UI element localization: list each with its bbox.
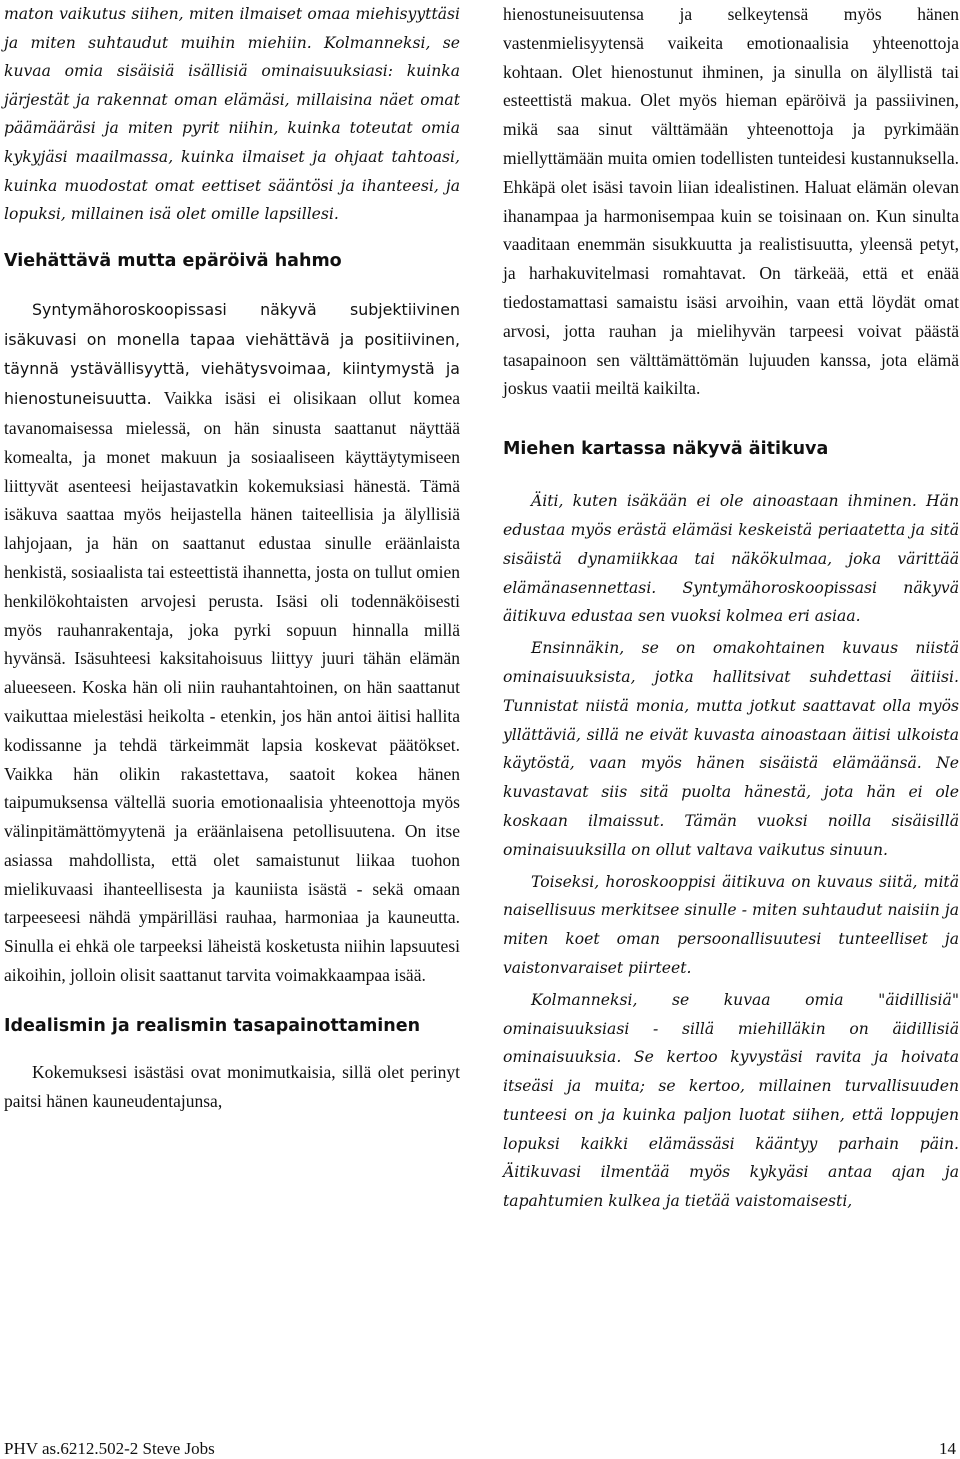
- paragraph-father-image: [4, 295, 460, 990]
- heading-attractive-hesitant-figure: Viehättävä mutta epäröivä hahmo: [4, 250, 342, 271]
- paragraph-father-image-lead: Syntymähoroskoopissasi näkyvä subjektiivinen isäkuvasi on monella tapaa viehättävä ja positiivinen, täynnä ystävällisyyttä, viehätysvoimaa, kiintymystä ja hienostuneisuutta.: [4, 299, 460, 409]
- paragraph-father-image-rest: Vaikka isäsi ei olisikaan ollut komea tavanomaisessa mielessä, on hän sinusta saattanut näyttää komealta, ja monet makuun ja sosiaaliseen käyttäytymiseen liittyvät asenteesi heijastavatkin kokemuksiasi hänestä. Tämä isäkuva saattaa myös heijastella hänen taiteellisia ja älyllisiä lahjojaan, ja hän on saattanut edustaa sinulle eräänlaista henkistä, sosiaalista tai esteettistä ihannetta, josta on tullut omien henkilökohtaisten arvojesi perusta. Isäsi oli todennäköisesti myös rauhanrakentaja, joka pyrki sopuun hinnalla millä hyvänsä. Isäsuhteesi kaksitahoisuus liittyy juuri tähän elämän alueeseen. Koska hän oli niin rauhantahtoinen, on hän saattanut vaikuttaa mielestäsi heikolta - etenkin, jos hän antoi äitisi hallita kodissanne ja tehdä tärkeimmät lapsia koskevat päätökset. Vaikka hän olikin rakastettava, saatoit kokea hänen taipumuksensa vältellä suoria emotionaalisia yhteenottoja myös välinpitämättömyytenä ja eräänlaisena petollisuutena. On itse asiassa mahdollista, että olet samaistunut liikaa tuohon mielikuvaasi ihanteellisesta ja kauniista isästä - sekä omaan tarpeeseesi nähdä ympärilläsi rauhaa, harmoniaa ja kauneutta. Sinulla ei ehkä ole tarpeeksi läheistä kosketusta niihin lapsuutesi aikoihin, jolloin olisit saattanut tarvita voimakkaampaa isää.: [4, 388, 460, 986]
- footer-document-id: PHV as.6212.502-2 Steve Jobs: [4, 1439, 215, 1458]
- paragraph-mother-intro: Äiti, kuten isäkään ei ole ainoastaan ihminen. Hän edustaa myös erästä elämäsi keskeistä periaatetta ja sitä sisäistä dynamiikkaa tai näkökulmaa, joka värittää elämänasennettasi. Syntymähoroskoopissasi näkyvä äitikuva edustaa sen vuoksi kolmea eri asiaa.: [503, 492, 959, 626]
- heading-mother-image: Miehen kartassa näkyvä äitikuva: [503, 439, 829, 460]
- paragraph-mother-third: Kolmanneksi, se kuvaa omia "äidillisiä" ominaisuuksiasi - sillä miehilläkin on äidillisiä ominaisuuksia. Se kertoo kyvystäsi ravita ja hoivata itseäsi ja muita; se kertoo, millainen turvallisuuden tunteesi on ja kuinka paljon luotat siihen, että loppujen lopuksi kaikki elämässäsi kääntyy parhain päin. Äitikuvasi ilmentää myös kykyäsi antaa ajan ja tapahtumien kulkea ja tietää vaistomaisesti,: [503, 990, 959, 1211]
- right-column: [503, 0, 959, 1216]
- page-number: 14: [939, 1439, 956, 1458]
- paragraph-experiences: Kokemuksesi isästäsi ovat monimutkaisia, sillä olet perinyt paitsi hänen kauneudentajunsa,: [4, 1061, 460, 1111]
- paragraph-mother-first: Ensinnäkin, se on omakohtainen kuvaus niistä ominaisuuksista, jotka hallitsivat suhdettasi äitiisi. Tunnistat niistä monia, mutta jotkut saattavat olla myös yllättäviä, sillä ne eivät kuvasta ainoastaan äitisi ulkoista käytöstä, vaan myös hänen sisäistä elämäänsä. Ne kuvastavat siis sitä puolta hänestä, jota hän ei ole koskaan ilmaissut. Tämän vuoksi noilla sisäisillä ominaisuuksilla on ollut valtava vaikutus sinuun.: [503, 639, 959, 859]
- paragraph-intro: maton vaikutus siihen, miten ilmaiset omaa miehisyyttäsi ja miten suhtaudut muihin miehiin. Kolmanneksi, se kuvaa omia sisäisiä isällisiä ominaisuuksiasi: kuinka järjestät ja rakennat oman elämäsi, millaisina näet omat päämääräsi ja miten pyrit niihin, kuinka toteutat omia kykyjäsi maailmassa, kuinka ilmaiset ja ohjaat tahtoasi, kuinka muodostat omat eettiset sääntösi ja ihanteesi, ja lopuksi, millainen isä olet omille lapsillesi.: [4, 5, 460, 224]
- left-column: [4, 0, 460, 1115]
- paragraph-mother-second: Toiseksi, horoskooppisi äitikuva on kuvaus siitä, mitä naisellisuus merkitsee sinulle - miten suhtaudut naisiin ja miten koet oman persoonallisuutesi tunteelliset ja vaistonvaraiset piirteet.: [503, 872, 959, 977]
- page-footer: [4, 1439, 956, 1459]
- heading-idealism-realism: Idealismin ja realismin tasapainottaminen: [4, 1015, 421, 1036]
- paragraph-continuation: hienostuneisuutensa ja selkeytensä myös hänen vastenmielisyytensä vaikeita emotionaalisia yhteenottoja kohtaan. Olet hienostunut ihminen, ja sinulla on älyllistä tai esteettistä makua. Olet myös hieman epäröivä ja passiivinen, mikä saa sinut välttämään yhteenottoja ja pyrkimään miellyttämään muita omien todellisten tunteidesi kustannuksella. Ehkäpä olet isäsi tavoin liian idealistinen. Haluat elämän olevan ihanampaa ja harmonisempaa kuin se toisinaan on. Kun sinulta vaaditaan enemmän sisukkuutta ja realistisuutta, yleensä petyt, ja harhakuvitelmasi romahtavat. On tärkeää, että et enää tiedostamattasi samaistu isäsi arvoihin, vaan että löydät omat arvosi, jotta rauhan ja mielihyvän tarpeesi voivat päästä tasapainoon sen välttämättömän lujuuden kanssa, jota elämä joskus vaatii meiltä kaikilta.: [503, 4, 959, 399]
